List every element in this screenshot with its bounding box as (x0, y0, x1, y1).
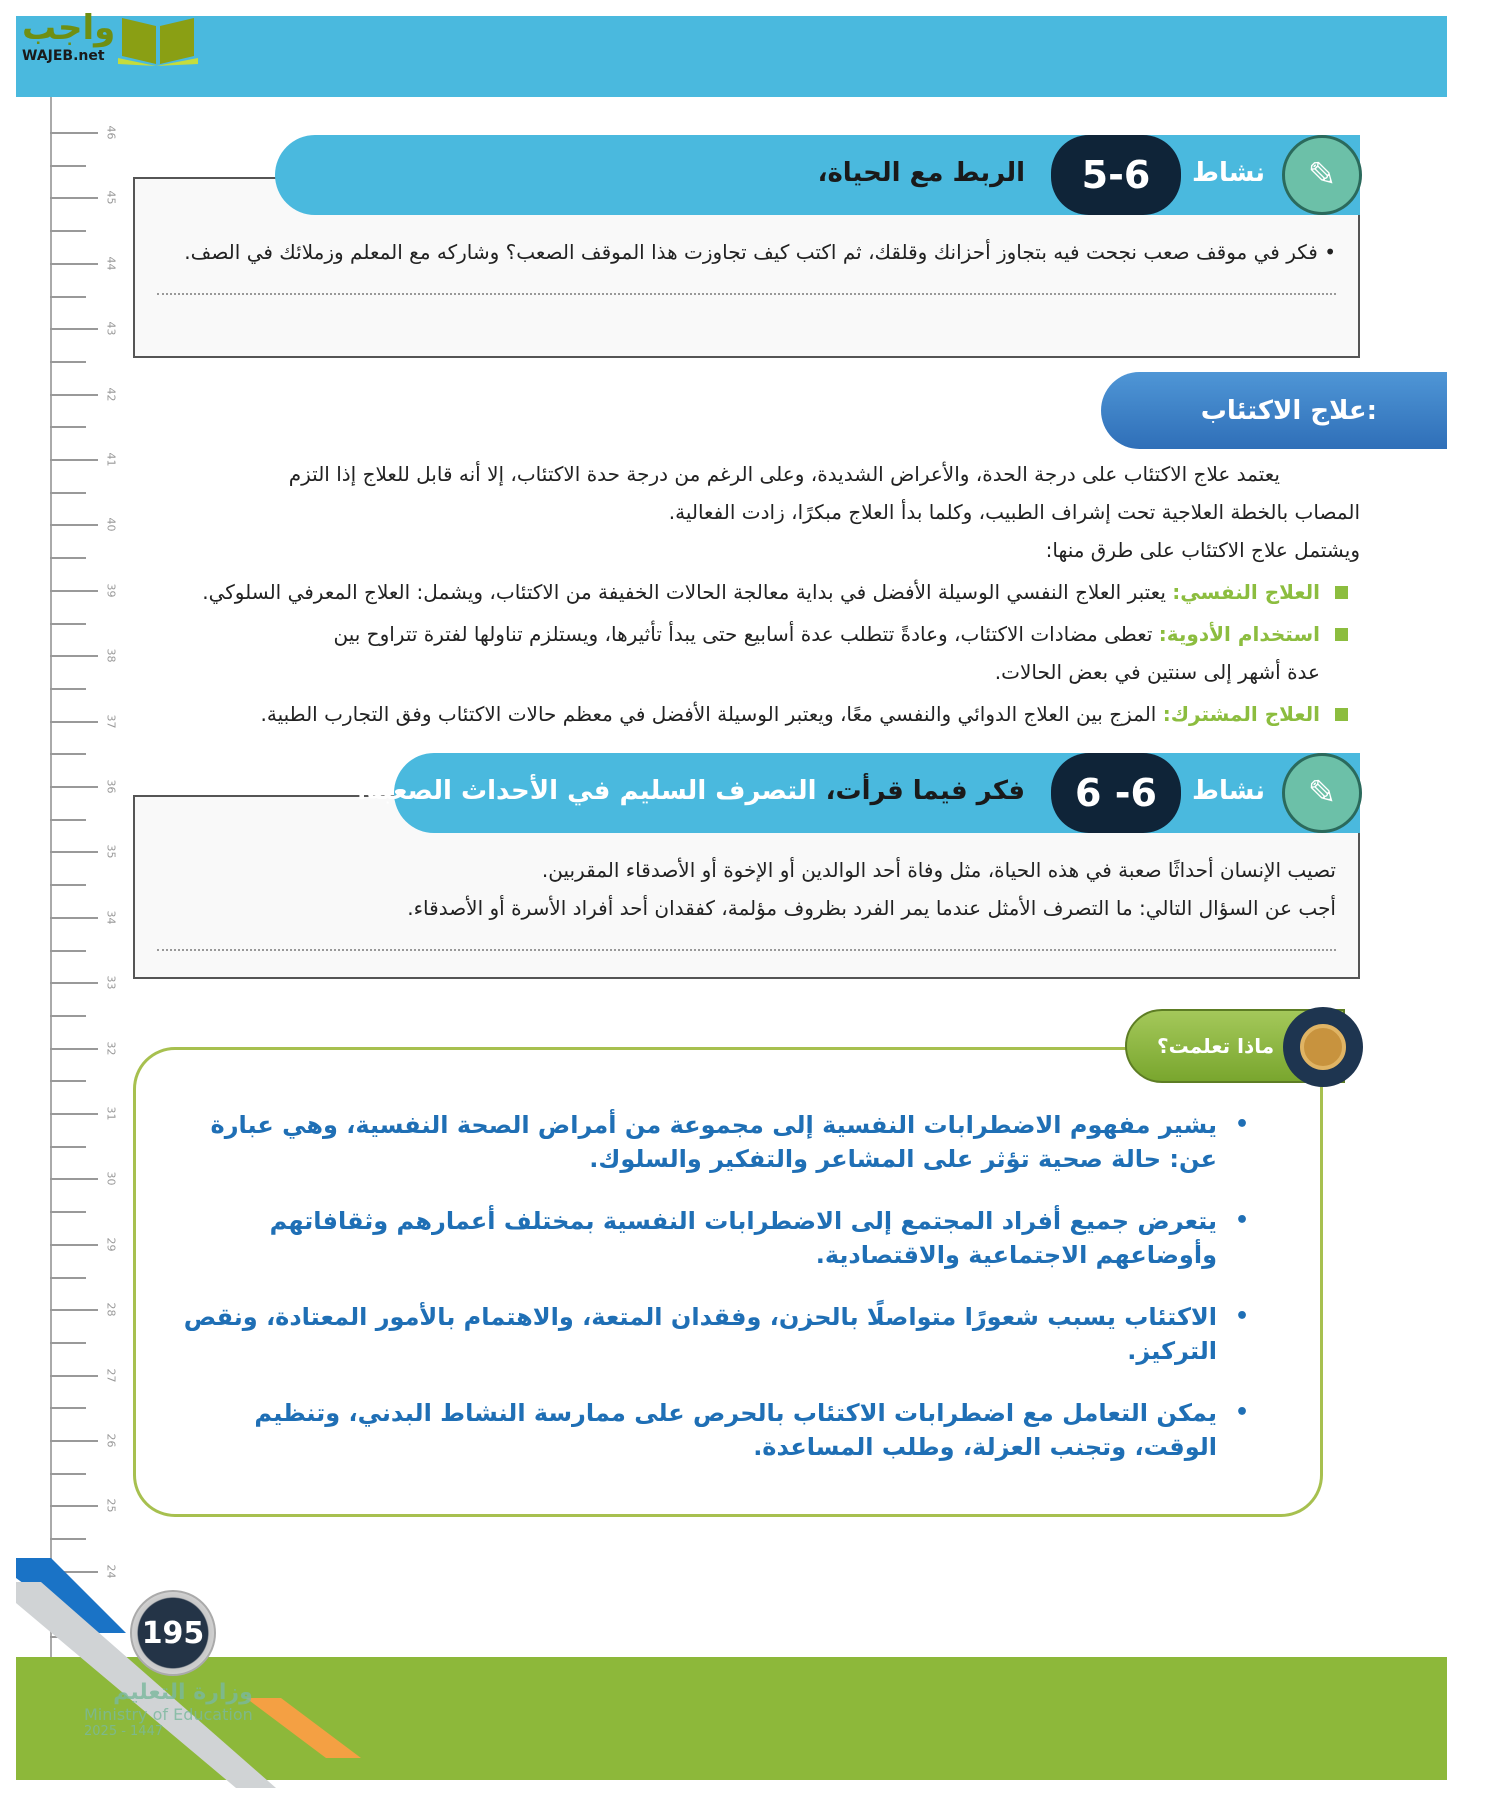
ruler-tick (50, 165, 86, 167)
ruler-tick (50, 590, 98, 592)
bullet-square (1335, 586, 1348, 599)
ruler-number: 29 (104, 1237, 118, 1252)
treatment-item (133, 615, 1360, 691)
bullet: • (1234, 1400, 1249, 1425)
ruler-number: 41 (104, 452, 118, 467)
ruler-number: 37 (104, 714, 118, 729)
ruler-number: 44 (104, 256, 118, 271)
ruler-tick (50, 328, 98, 330)
medal-icon (1283, 1007, 1363, 1087)
ruler-number: 27 (104, 1368, 118, 1383)
activity-2-text: تصيب الإنسان أحداثًا صعبة في هذه الحياة، مثل وفاة أحد الوالدين أو الإخوة أو الأصدقاء المقربين. (541, 858, 1336, 882)
bullet: • (1234, 1304, 1249, 1329)
item-label: استخدام الأدوية: (1158, 622, 1320, 646)
ruler-tick (50, 1244, 98, 1246)
item-text: المزج بين العلاج الدوائي والنفسي معًا، ويعتبر الوسيلة الأفضل في معظم حالات الاكتئاب وفق التجارب الطبية. (260, 702, 1163, 726)
ruler-tick (50, 1309, 98, 1311)
ruler-tick (50, 230, 86, 232)
treatment-item (133, 695, 1360, 733)
ruler-number: 33 (104, 975, 118, 990)
learned-item-text: الاكتئاب يسبب شعورًا متواصلًا بالحزن، وفقدان المتعة، والاهتمام بالأمور المعتادة، ونقص التركيز. (183, 1303, 1217, 1365)
ruler-tick (50, 655, 98, 657)
ruler-number: 34 (104, 910, 118, 925)
ruler-tick (50, 132, 98, 134)
ruler-tick (50, 394, 98, 396)
learned-heading-text: ماذا تعلمت؟ (1157, 1034, 1275, 1058)
ruler-tick (50, 296, 86, 298)
logo-arabic: واجب (22, 8, 116, 48)
ruler-tick (50, 917, 98, 919)
section-heading-text: علاج الاكتئاب: (1200, 395, 1377, 426)
ruler-tick (50, 492, 86, 494)
treatment-item (133, 573, 1360, 611)
bullet-square (1335, 628, 1348, 641)
answer-line[interactable] (157, 949, 1336, 951)
ruler-tick (50, 1538, 86, 1540)
ministry-logo (84, 1680, 253, 1739)
ruler (50, 97, 52, 1657)
activity-2-number: 6 -6 (1051, 753, 1181, 833)
item-label: العلاج المشترك: (1162, 702, 1320, 726)
activity-1-title: الربط مع الحياة، (817, 158, 1025, 188)
ruler-tick (50, 786, 98, 788)
activity-2 (133, 753, 1360, 979)
title-part: التصرف السليم في الأحداث الصعبة. (356, 776, 826, 806)
ruler-tick (50, 1015, 86, 1017)
bullet-square (1335, 708, 1348, 721)
ruler-tick (50, 524, 98, 526)
ruler-number: 26 (104, 1433, 118, 1448)
section-heading (1101, 372, 1447, 449)
ruler-tick (50, 819, 86, 821)
bullet: • (1234, 1208, 1249, 1233)
ruler-tick (50, 851, 98, 853)
activity-2-title (357, 776, 1025, 806)
ruler-tick (50, 197, 98, 199)
activity-1-number: 5-6 (1051, 135, 1181, 215)
ruler-number: 42 (104, 387, 118, 402)
bullet: • (1234, 1112, 1249, 1137)
activity-1-label: نشاط (1192, 158, 1265, 188)
ruler-tick (50, 884, 86, 886)
ruler-tick (50, 263, 98, 265)
learned-item (176, 1300, 1257, 1368)
main-column (133, 135, 1377, 1517)
ruler-tick (50, 459, 98, 461)
item-label: العلاج النفسي: (1172, 580, 1320, 604)
ministry-en: Ministry of Education (84, 1705, 253, 1724)
ruler-tick (50, 1146, 86, 1148)
page-number-text: 195 (141, 1615, 205, 1651)
item-text: يعتبر العلاج النفسي الوسيلة الأفضل في بداية معالجة الحالات الخفيفة من الاكتئاب، ويشمل: العلاج المعرفي السلوكي. (202, 580, 1173, 604)
ruler-tick (50, 1407, 86, 1409)
activity-2-question: أجب عن السؤال التالي: ما التصرف الأمثل عندما يمر الفرد بظروف مؤلمة، كفقدان أحد أفراد الأسرة أو الأصدقاء. (407, 896, 1336, 920)
ruler-tick (50, 1048, 98, 1050)
ruler-number: 40 (104, 517, 118, 532)
ruler-number: 35 (104, 844, 118, 859)
learned-item-text: يمكن التعامل مع اضطرابات الاكتئاب بالحرص على ممارسة النشاط البدني، وتنظيم الوقت، وتجنب العزلة، وطلب المساعدة. (254, 1399, 1217, 1461)
ruler-tick (50, 557, 86, 559)
logo-latin: WAJEB.net (22, 48, 105, 64)
ruler-number: 32 (104, 1041, 118, 1056)
ruler-tick (50, 721, 98, 723)
learned-box (133, 1047, 1323, 1517)
learned-item (176, 1396, 1257, 1464)
ruler-number: 39 (104, 583, 118, 598)
ruler-number: 25 (104, 1498, 118, 1513)
paragraph-line: يعتمد علاج الاكتئاب على درجة الحدة، والأعراض الشديدة، وعلى الرغم من درجة حدة الاكتئاب، إلا أنه قابل للعلاج إذا التزم (288, 462, 1280, 486)
learned-item (176, 1108, 1257, 1176)
book-icon (118, 8, 198, 66)
ministry-ar: وزارة التعليم (113, 1680, 253, 1705)
ruler-tick (50, 1113, 98, 1115)
ruler-number: 43 (104, 321, 118, 336)
pencil-notes-icon: ✎ (1282, 135, 1362, 215)
ruler-tick (50, 1080, 86, 1082)
ruler-number: 31 (104, 1106, 118, 1121)
ruler-tick (50, 361, 86, 363)
ruler-number: 36 (104, 779, 118, 794)
ruler-tick (50, 623, 86, 625)
ministry-year: 2025 - 1447 (84, 1724, 164, 1739)
ruler-tick (50, 1375, 98, 1377)
activity-2-label: نشاط (1192, 776, 1265, 806)
ruler-tick (50, 1342, 86, 1344)
ruler-number: 38 (104, 648, 118, 663)
ruler-tick (50, 1440, 98, 1442)
paragraph-line: المصاب بالخطة العلاجية تحت إشراف الطبيب، وكلما بدأ العلاج مبكرًا، زادت الفعالية. (668, 500, 1360, 524)
ruler-tick (50, 1505, 98, 1507)
answer-line[interactable] (157, 293, 1336, 295)
ruler-tick (50, 950, 86, 952)
page-number (130, 1590, 216, 1676)
ruler-number: 24 (104, 1564, 118, 1579)
title-part: فكر فيما قرأت، (825, 776, 1025, 806)
decorative-stripes (16, 1558, 376, 1788)
ruler-tick (50, 753, 86, 755)
learned-item (176, 1204, 1257, 1272)
top-banner (16, 16, 1447, 97)
ruler-number: 30 (104, 1171, 118, 1186)
activity-1 (133, 135, 1360, 358)
ruler-tick (50, 1473, 86, 1475)
item-text: تعطى مضادات الاكتئاب، وعادةً تتطلب عدة أسابيع حتى يبدأ تأثيرها، ويستلزم تناولها لفترة تتراوح بين (333, 622, 1159, 646)
ruler-tick (50, 1211, 86, 1213)
ruler-number: 45 (104, 190, 118, 205)
depression-treatment-section (133, 372, 1377, 733)
wajeb-logo[interactable] (10, 6, 190, 66)
ruler-tick (50, 982, 98, 984)
ruler-tick (50, 1178, 98, 1180)
learned-item-text: يتعرض جميع أفراد المجتمع إلى الاضطرابات النفسية بمختلف أعمارهم وثقافاتهم وأوضاعهم الاجتماعية والاقتصادية. (269, 1207, 1217, 1269)
ruler-tick (50, 1277, 86, 1279)
section-intro: ويشتمل علاج الاكتئاب على طرق منها: (1045, 538, 1360, 562)
ruler-tick (50, 688, 86, 690)
learned-item-text: يشير مفهوم الاضطرابات النفسية إلى مجموعة من أمراض الصحة النفسية، وهي عبارة عن: حالة صحية تؤثر على المشاعر والتفكير والسلوك. (210, 1111, 1217, 1173)
pencil-notes-icon: ✎ (1282, 753, 1362, 833)
learned-section (133, 1009, 1360, 1517)
activity-1-prompt: • فكر في موقف صعب نجحت فيه بتجاوز أحزانك وقلقك، ثم اكتب كيف تجاوزت هذا الموقف الصعب؟ وشاركه مع المعلم وزملائك في الصف. (184, 240, 1336, 264)
ruler-number: 28 (104, 1302, 118, 1317)
ruler-tick (50, 426, 86, 428)
item-text: عدة أشهر إلى سنتين في بعض الحالات. (994, 660, 1320, 684)
ruler-number: 46 (104, 125, 118, 140)
